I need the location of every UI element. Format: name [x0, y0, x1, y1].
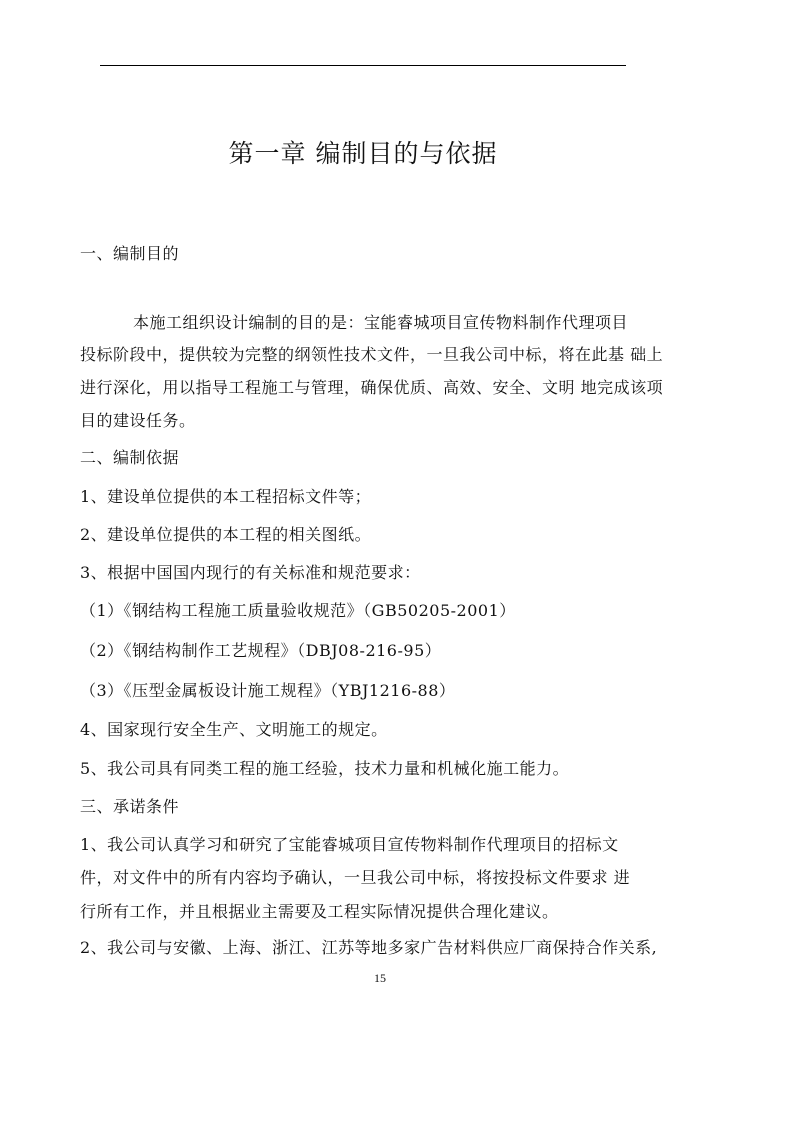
basis-list-item: 5、我公司具有同类工程的施工经验，技术力量和机械化施工能力。 [80, 759, 570, 778]
header-rule [100, 65, 626, 66]
purpose-paragraph-line: 投标阶段中，提供较为完整的纲领性技术文件，一旦我公司中标，将在此基 础上 [80, 345, 664, 364]
basis-list-item: 2、建设单位提供的本工程的相关图纸。 [80, 525, 372, 544]
basis-list-item: 4、国家现行安全生产、文明施工的规定。 [80, 720, 388, 739]
basis-standard-item: （3）《压型金属板设计施工规程》（YBJ1216-88） [80, 681, 456, 700]
purpose-paragraph-line: 目的建设任务。 [80, 411, 196, 430]
basis-standard-item: （2）《钢结构制作工艺规程》（DBJ08-216-95） [80, 641, 442, 660]
commitment-line: 2、我公司与安徽、上海、浙江、江苏等地多家广告材料供应厂商保持合作关系, [80, 938, 658, 957]
purpose-paragraph-line: 本施工组织设计编制的目的是：宝能睿城项目宣传物料制作代理项目 [133, 313, 629, 332]
basis-standard-item: （1）《钢结构工程施工质量验收规范》（GB50205-2001） [80, 601, 516, 620]
page-number: 15 [374, 971, 386, 985]
commitment-line: 件，对文件中的所有内容均予确认，一旦我公司中标，将按投标文件要求 进 [80, 868, 631, 887]
section-heading-commitment: 三、承诺条件 [80, 797, 180, 816]
commitment-line: 行所有工作，并且根据业主需要及工程实际情况提供合理化建议。 [80, 902, 559, 921]
section-heading-purpose: 一、编制目的 [80, 244, 180, 263]
purpose-paragraph-line: 进行深化，用以指导工程施工与管理，确保优质、高效、安全、文明 地完成该项 [80, 378, 664, 397]
chapter-title: 第一章 编制目的与依据 [228, 139, 498, 168]
section-heading-basis: 二、编制依据 [80, 448, 180, 467]
basis-list-item: 3、根据中国国内现行的有关标准和规范要求： [80, 563, 421, 582]
commitment-line: 1、我公司认真学习和研究了宝能睿城项目宣传物料制作代理项目的招标文 [80, 835, 619, 854]
basis-list-item: 1、建设单位提供的本工程招标文件等； [80, 487, 372, 506]
